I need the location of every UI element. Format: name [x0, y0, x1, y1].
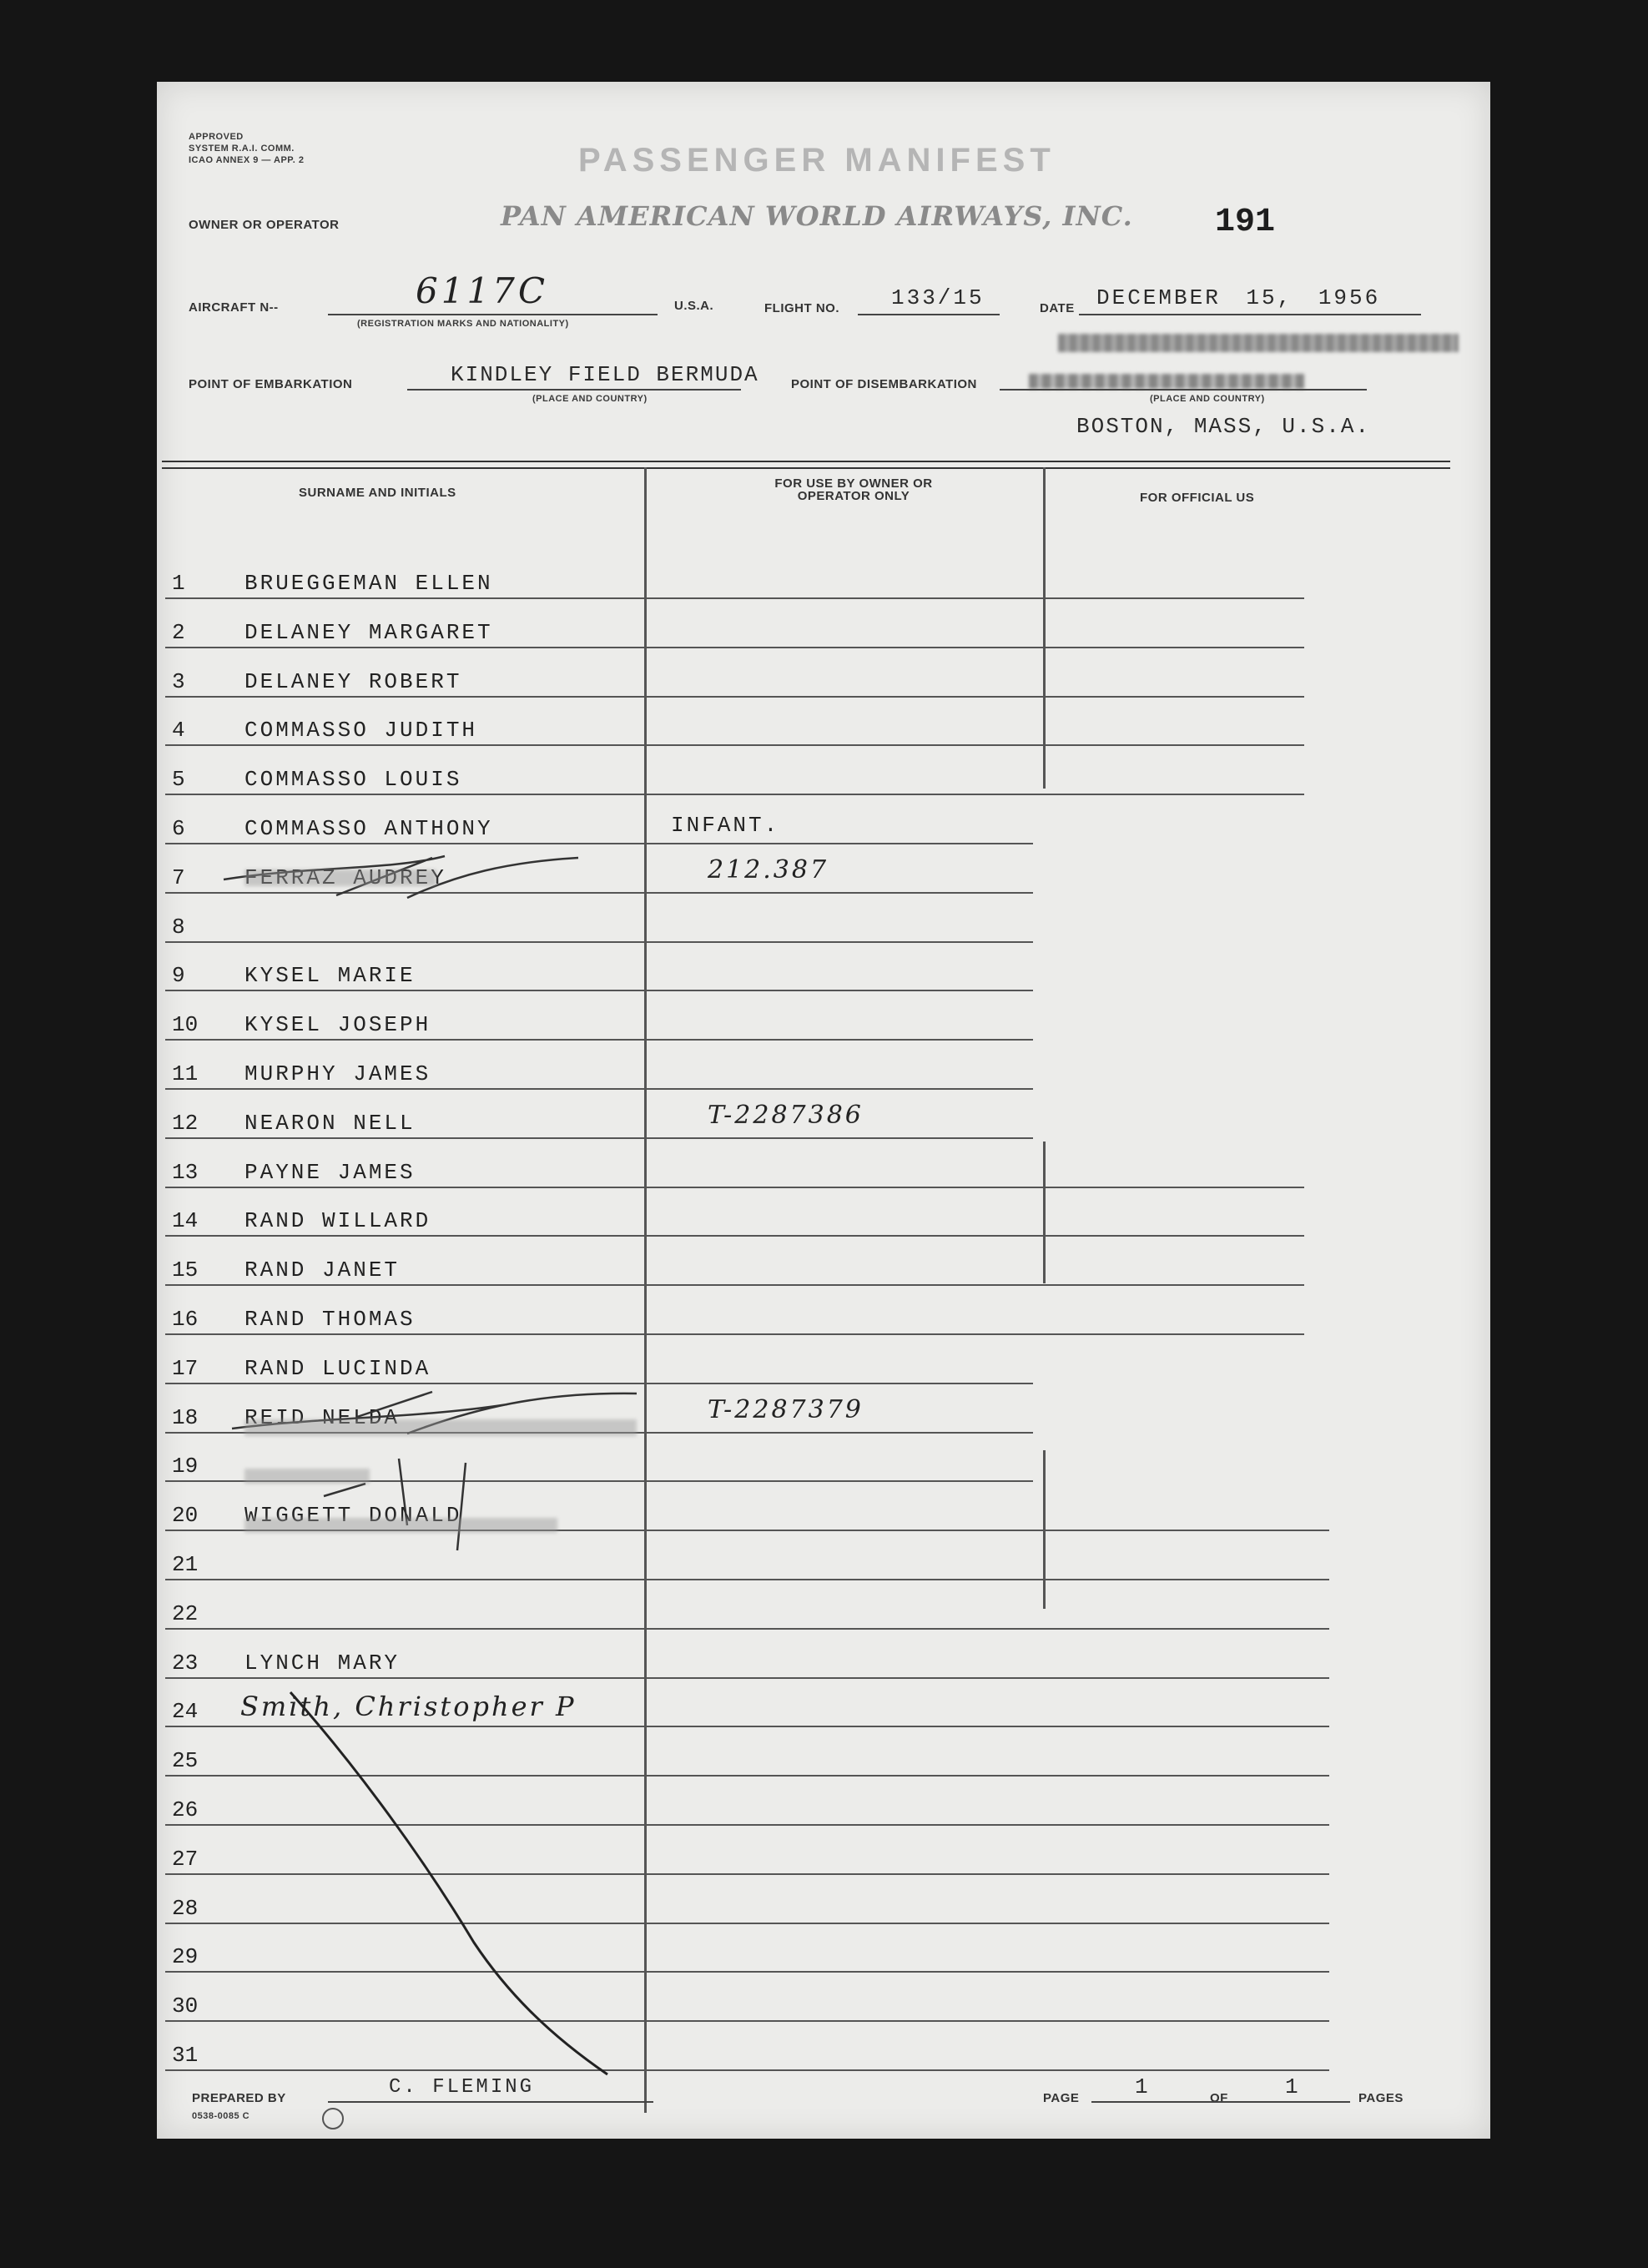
aircraft-label: AIRCRAFT N-- [189, 300, 279, 315]
row-number: 24 [172, 1699, 199, 1725]
row-number: 7 [172, 864, 185, 890]
passenger-name: MURPHY JAMES [244, 1061, 431, 1086]
owner-note: INFANT. [671, 813, 780, 838]
column-surname-heading: SURNAME AND INITIALS [299, 486, 456, 500]
flight-number: 133/15 [891, 285, 985, 310]
passenger-name: RAND WILLARD [244, 1208, 431, 1234]
row-number: 12 [172, 1110, 199, 1136]
pages-label: PAGES [1358, 2091, 1404, 2105]
carrier-name: PAN AMERICAN WORLD AIRWAYS, INC. [501, 200, 1133, 232]
page-label: PAGE [1043, 2091, 1080, 2105]
page-number: 1 [1135, 2074, 1151, 2099]
row-number: 9 [172, 963, 185, 989]
prepared-by-name: C. FLEMING [389, 2076, 535, 2099]
aircraft-number: 6117C [416, 270, 549, 311]
row-number: 28 [172, 1895, 199, 1921]
disembarkation-label: POINT OF DISEMBARKATION [791, 377, 977, 391]
passenger-name: COMMASSO ANTHONY [244, 816, 493, 841]
struck-entry-row22 [244, 1518, 557, 1533]
struck-entry-row21 [244, 1469, 370, 1484]
column-official-heading: FOR OFFICIAL US [1140, 491, 1255, 505]
row-number: 17 [172, 1355, 199, 1381]
row-number: 4 [172, 718, 185, 743]
passenger-name: RAND JANET [244, 1257, 401, 1283]
row-number: 20 [172, 1503, 199, 1529]
passenger-name: PAYNE JAMES [244, 1159, 416, 1185]
owner-note: 212.387 [708, 854, 829, 885]
row-number: 18 [172, 1404, 199, 1430]
row-number: 21 [172, 1552, 199, 1577]
row-number: 11 [172, 1061, 199, 1086]
passenger-name: KYSEL MARIE [244, 963, 416, 989]
passenger-name: DELANEY MARGARET [244, 619, 493, 645]
row-number: 5 [172, 767, 185, 793]
passenger-name: KYSEL JOSEPH [244, 1012, 431, 1038]
passenger-name: RAND LUCINDA [244, 1355, 431, 1381]
row-number: 25 [172, 1748, 199, 1774]
passenger-name: WIGGETT DONALD [244, 1503, 462, 1529]
row-number: 1 [172, 571, 185, 596]
passenger-name: RAND THOMAS [244, 1307, 416, 1332]
passenger-name: FERRAZ AUDREY [244, 864, 446, 890]
flight-date: DECEMBER 15, 1956 [1096, 285, 1381, 310]
passenger-name: REID NELDA [244, 1404, 401, 1430]
row-number: 3 [172, 668, 185, 694]
passenger-name: COMMASSO JUDITH [244, 718, 478, 743]
owner-note: T-2287379 [708, 1394, 864, 1424]
row-number: 19 [172, 1454, 199, 1479]
passenger-name: LYNCH MARY [244, 1650, 401, 1676]
row-number: 23 [172, 1650, 199, 1676]
embark-caption: (PLACE AND COUNTRY) [532, 394, 648, 404]
disembark-caption: (PLACE AND COUNTRY) [1150, 394, 1265, 404]
embarkation-place: KINDLEY FIELD BERMUDA [451, 362, 759, 387]
row-number: 2 [172, 619, 185, 645]
row-number: 29 [172, 1944, 199, 1970]
prepared-by-label: PREPARED BY [192, 2091, 286, 2105]
passenger-name: COMMASSO LOUIS [244, 767, 462, 793]
row-number: 26 [172, 1797, 199, 1822]
disembarkation-place: BOSTON, MASS, U.S.A. [1076, 414, 1371, 439]
passenger-name: NEARON NELL [244, 1110, 416, 1136]
row-number: 6 [172, 816, 185, 841]
owner-label: OWNER OR OPERATOR [189, 218, 340, 232]
total-pages: 1 [1285, 2074, 1301, 2099]
document-number: 191 [1215, 204, 1276, 241]
passenger-name: Smith, Christopher P [240, 1691, 577, 1723]
row-number: 10 [172, 1012, 199, 1038]
date-label: DATE [1040, 301, 1075, 315]
row-number: 16 [172, 1307, 199, 1332]
struck-entry-row8 [244, 869, 436, 886]
registration-caption: (REGISTRATION MARKS AND NATIONALITY) [357, 319, 569, 329]
usa-label: U.S.A. [674, 299, 714, 313]
manifest-sheet [157, 82, 1490, 2139]
form-title: PASSENGER MANIFEST [578, 142, 1056, 179]
row-number: 14 [172, 1208, 199, 1234]
flight-label: FLIGHT NO. [764, 301, 839, 315]
row-number: 31 [172, 2043, 199, 2068]
approval-line-3: ICAO ANNEX 9 — APP. 2 [189, 155, 305, 165]
struck-entry-row19 [244, 1419, 637, 1436]
of-label: OF [1210, 2091, 1228, 2105]
approval-line-2: SYSTEM R.A.I. COMM. [189, 144, 295, 154]
approval-line-1: APPROVED [189, 132, 244, 142]
strike-marks [157, 82, 1490, 2139]
passenger-name: BRUEGGEMAN ELLEN [244, 571, 493, 596]
row-number: 30 [172, 1993, 199, 2019]
row-number: 27 [172, 1846, 199, 1872]
form-code: 0538-0085 C [192, 2111, 250, 2121]
owner-note: T-2287386 [708, 1100, 864, 1130]
form-seal [322, 2108, 344, 2129]
row-number: 15 [172, 1257, 199, 1283]
column-owner-heading: FOR USE BY OWNER OR OPERATOR ONLY [774, 476, 933, 503]
row-number: 13 [172, 1159, 199, 1185]
row-number: 8 [172, 914, 185, 940]
embarkation-label: POINT OF EMBARKATION [189, 377, 353, 391]
row-number: 22 [172, 1600, 199, 1626]
passenger-name: DELANEY ROBERT [244, 668, 462, 694]
